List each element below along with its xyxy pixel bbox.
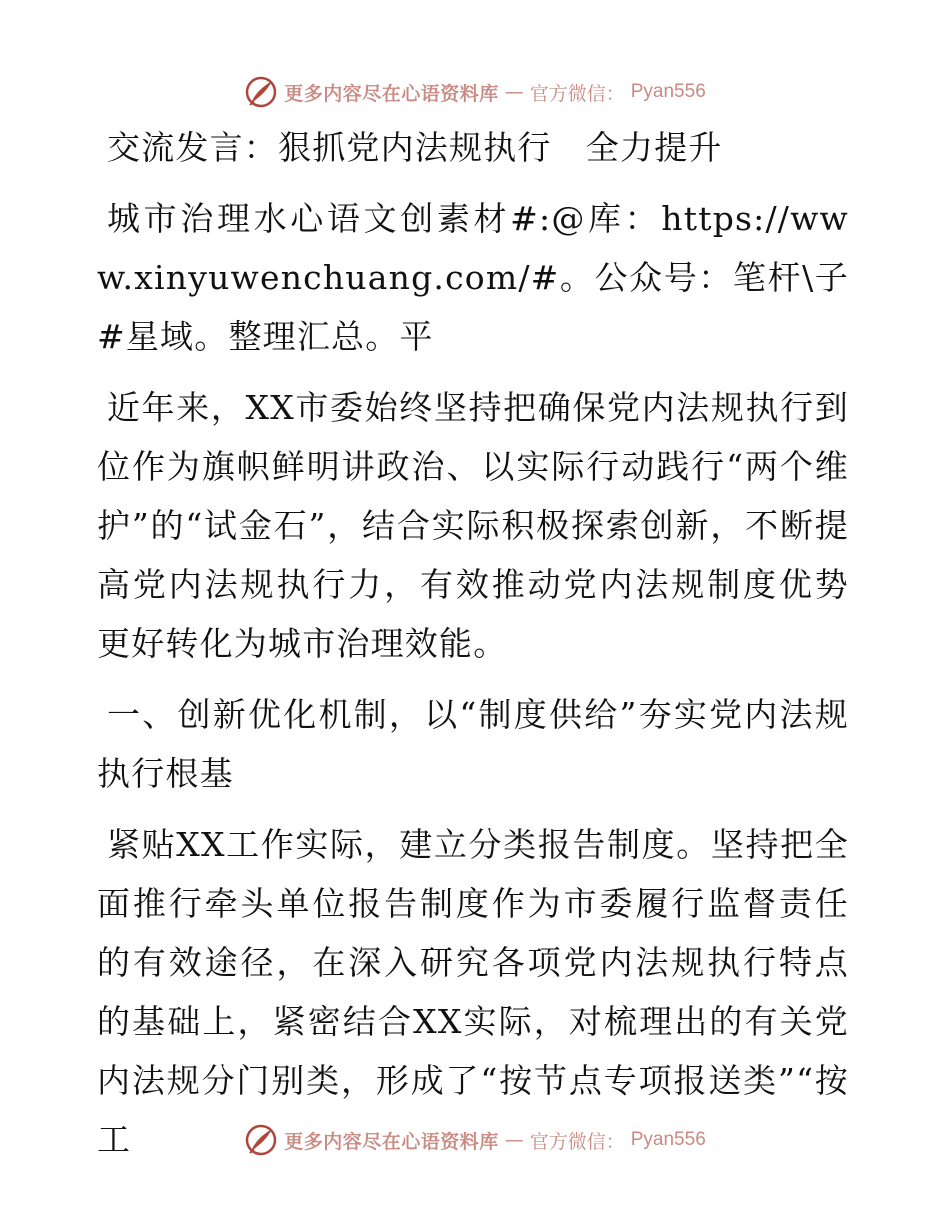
watermark-separator: — xyxy=(504,81,524,103)
section-heading-1: 一、创新优化机制，以“制度供给”夯实党内法规执行根基 xyxy=(97,695,849,793)
watermark-footer xyxy=(0,1120,950,1160)
watermark-text: 更多内容尽在心语资料库 xyxy=(284,82,499,105)
watermark-header xyxy=(0,72,950,112)
watermark-official-label: 官方微信： xyxy=(529,1130,625,1153)
watermark-separator: — xyxy=(504,1129,524,1151)
watermark-official-label: 官方微信： xyxy=(529,82,625,105)
watermark-text: 更多内容尽在心语资料库 xyxy=(284,1130,499,1153)
watermark-wechat-id: Pyan556 xyxy=(630,1129,706,1150)
document-paragraph-intro: 近年来，XX市委始终坚持把确保党内法规执行到位作为旗帜鲜明讲政治、以实际行动践行“两个维护”的“试金石”，结合实际积极探索创新，不断提高党内法规执行力，有效推动党内法规制度优势更好转化为城市治理效能。 xyxy=(97,388,849,663)
document-source-note: 城市治理水心语文创素材#:@库：https://www.xinyuwenchuang.com/#。公众号：笔杆\子#星域。整理汇总。平 xyxy=(97,199,849,356)
feather-pen-logo-icon xyxy=(244,1123,278,1157)
feather-pen-logo-icon xyxy=(244,75,278,109)
document-paragraph-section-1: 紧贴XX工作实际，建立分类报告制度。坚持把全面推行牵头单位报告制度作为市委履行监督责任的有效途径，在深入研究各项党内法规执行特点的基础上，紧密结合XX实际，对梳理出的有关党内法规分门别类，形成了“按节点专项报送类”“按工 xyxy=(97,825,849,1159)
document-body xyxy=(97,118,849,1181)
document-title-line: 交流发言：狠抓党内法规执行 全力提升 xyxy=(107,128,723,167)
watermark-wechat-id: Pyan556 xyxy=(630,81,706,102)
